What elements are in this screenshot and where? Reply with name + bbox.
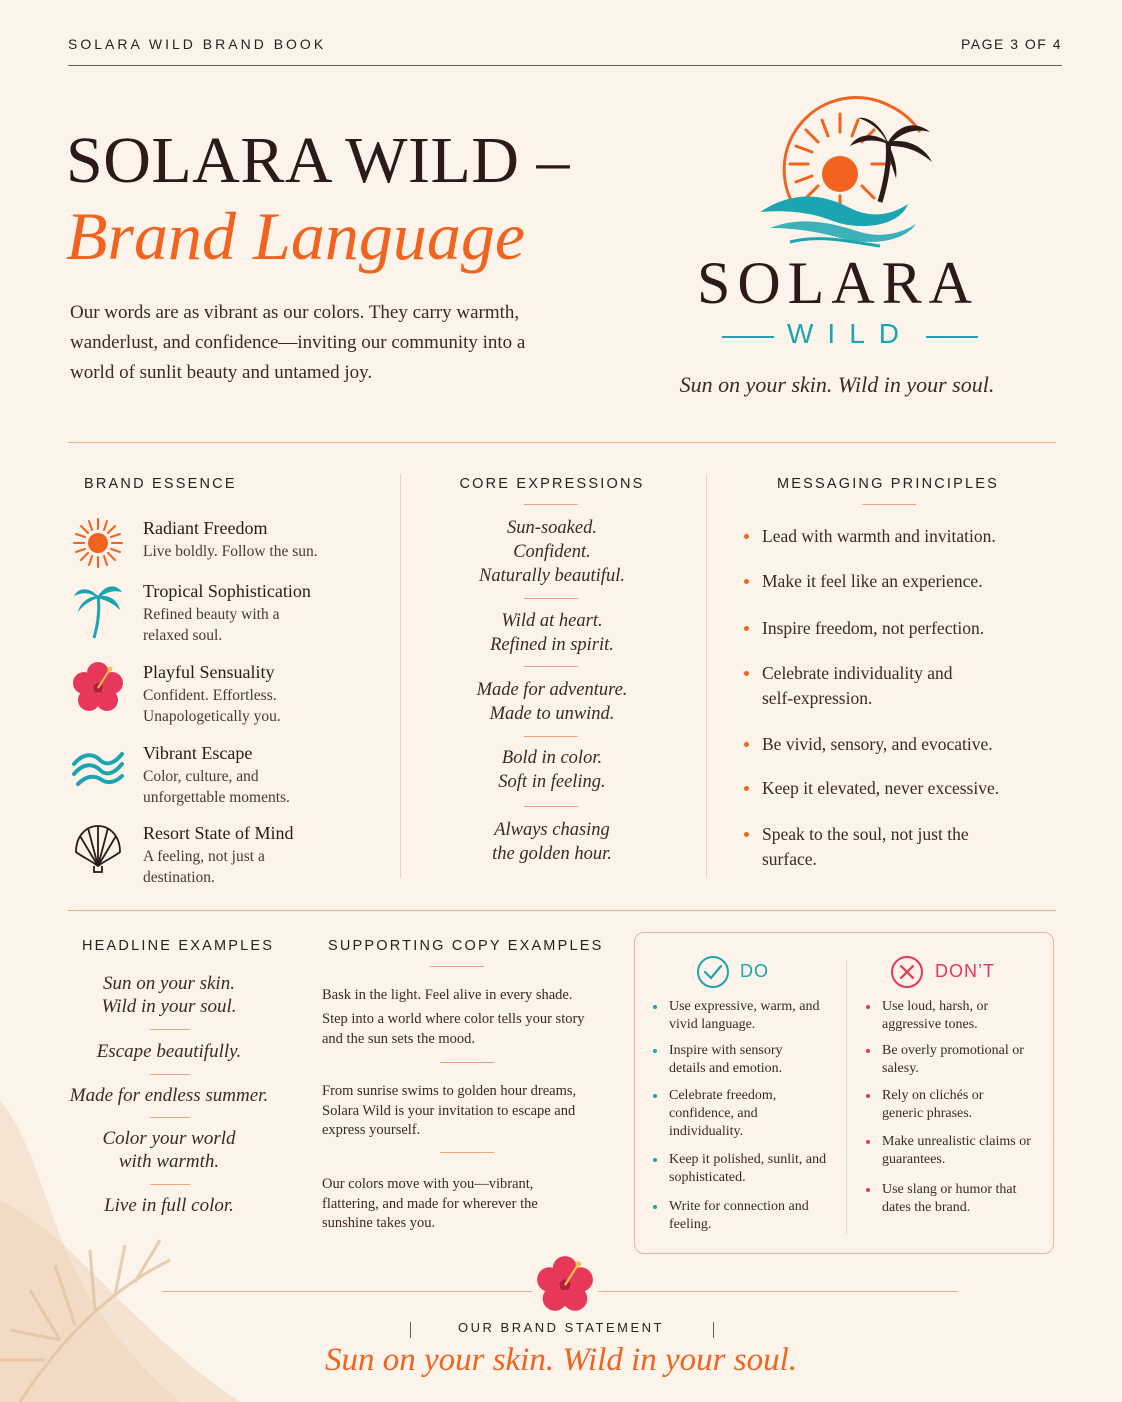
headline-example: [60, 1040, 278, 1063]
supporting-heading-rule: [430, 966, 484, 967]
statement-bar-right: [713, 1322, 714, 1338]
messaging-item: Speak to the soul, not just the surface.: [744, 822, 984, 872]
section-divider-2: [68, 910, 1056, 911]
dont-heading: DON’T: [935, 961, 995, 981]
core-rule: [524, 736, 578, 737]
core-expression-2: [410, 609, 694, 657]
brand-book-label: SOLARA WILD BRAND BOOK: [68, 36, 327, 52]
logo-subword: WILD: [787, 318, 913, 349]
supporting-copy: From sunrise swims to golden hour dreams, Solara Wild is your invitation to escape and express yourself.: [322, 1083, 577, 1138]
core-line: Naturally beautiful.: [479, 566, 625, 586]
headline-rule: [150, 1184, 190, 1185]
headline-example: [60, 1194, 278, 1217]
supporting-copy: Step into a world where color tells your story and the sun sets the mood.: [322, 1011, 585, 1047]
do-item: Keep it polished, sunlit, and sophisticated.: [653, 1151, 833, 1187]
page-title: SOLARA WILD –: [66, 124, 570, 197]
do-item: Inspire with sensory details and emotion.: [653, 1042, 813, 1078]
headline-rule: [150, 1074, 190, 1075]
essence-item-resort-state: [72, 822, 392, 886]
core-rule: [524, 806, 578, 807]
messaging-principles-heading: MESSAGING PRINCIPLES: [776, 476, 1000, 492]
messaging-item: Be vivid, sensory, and evocative.: [744, 732, 1044, 757]
messaging-item: Lead with warmth and invitation.: [744, 524, 1044, 549]
core-line: Confident.: [513, 542, 591, 562]
headline-rule: [150, 1029, 190, 1030]
headline-example: [60, 972, 278, 1018]
essence-title: Resort State of Mind: [143, 823, 294, 843]
headline-line: Made for endless summer.: [69, 1085, 269, 1106]
page-number: PAGE 3 OF 4: [960, 36, 1062, 52]
do-item: Celebrate freedom, confidence, and individuality.: [653, 1087, 813, 1141]
headline-line: Sun on your skin.: [103, 973, 235, 994]
do-heading: DO: [740, 961, 769, 981]
messaging-heading-rule: [862, 504, 916, 505]
essence-desc: Confident. Effortless. Unapologetically you.: [143, 687, 281, 725]
x-circle-icon: [890, 955, 924, 989]
seashell-icon: [72, 822, 124, 874]
essence-desc: A feeling, not just a destination.: [143, 848, 265, 886]
headline-line: Escape beautifully.: [96, 1041, 242, 1062]
column-divider-2: [706, 474, 707, 878]
headline-line: Wild in your soul.: [101, 996, 237, 1017]
dont-item: Use slang or humor that dates the brand.: [866, 1181, 1026, 1217]
supporting-copy: Our colors move with you—vibrant, flattering, and made for wherever the sunshine takes you.: [322, 1176, 538, 1231]
essence-desc: Color, culture, and unforgettable moments.: [143, 768, 290, 806]
core-line: Wild at heart.: [501, 611, 603, 631]
core-heading-rule: [524, 504, 578, 505]
column-divider-1: [400, 474, 401, 878]
do-dont-divider: [846, 960, 847, 1234]
core-line: Bold in color.: [501, 748, 603, 768]
palm-tree-icon: [72, 580, 124, 640]
core-line: Made for adventure.: [476, 680, 628, 700]
checkmark-circle-icon: [696, 955, 730, 989]
supporting-rule: [440, 1152, 494, 1153]
core-line: Always chasing: [494, 820, 610, 840]
header-divider: [68, 65, 1062, 66]
core-expression-5: [410, 818, 694, 866]
supporting-rule: [440, 1062, 494, 1063]
essence-desc: Live boldly. Follow the sun.: [143, 543, 318, 560]
dont-item: Use loud, harsh, or aggressive tones.: [866, 998, 1036, 1034]
core-line: the golden hour.: [492, 844, 612, 864]
do-item: Use expressive, warm, and vivid language.: [653, 998, 833, 1034]
messaging-item: Make it feel like an experience.: [744, 569, 1044, 594]
do-item: Write for connection and feeling.: [653, 1198, 813, 1234]
brand-statement: Sun on your skin. Wild in your soul.: [324, 1342, 798, 1378]
messaging-item: Celebrate individuality and self-expression.: [744, 661, 964, 711]
essence-item-vibrant-escape: [72, 742, 392, 806]
messaging-item: Inspire freedom, not perfection.: [744, 616, 1044, 641]
dont-item: Make unrealistic claims or guarantees.: [866, 1133, 1046, 1169]
hibiscus-icon: [536, 1255, 594, 1313]
essence-item-radiant-freedom: [72, 517, 392, 567]
core-line: Soft in feeling.: [498, 772, 606, 792]
dont-item: Rely on clichés or generic phrases.: [866, 1087, 1026, 1123]
core-rule: [524, 598, 578, 599]
essence-item-playful-sensuality: [72, 661, 392, 725]
section-divider-1: [68, 442, 1056, 443]
essence-title: Tropical Sophistication: [143, 581, 311, 601]
core-expression-3: [410, 678, 694, 726]
headline-example: [60, 1084, 278, 1107]
footer-rule-left: [162, 1291, 532, 1292]
headline-line: Live in full color.: [104, 1195, 234, 1216]
headline-line: with warmth.: [118, 1151, 220, 1172]
brand-essence-heading: BRAND ESSENCE: [84, 476, 237, 492]
essence-item-tropical-sophistication: [72, 580, 392, 644]
brand-statement-heading: OUR BRAND STATEMENT: [458, 1320, 664, 1335]
footer-rule-right: [598, 1291, 958, 1292]
headline-example: [60, 1127, 278, 1173]
core-line: Refined in spirit.: [490, 635, 614, 655]
logo-tagline: Sun on your skin. Wild in your soul.: [679, 372, 995, 397]
logo-wordmark: SOLARA: [696, 250, 980, 316]
logo-emblem-icon: [740, 92, 950, 252]
core-line: Sun-soaked.: [507, 518, 597, 538]
logo-line-right: [926, 336, 978, 338]
headline-examples-heading: HEADLINE EXAMPLES: [82, 938, 275, 954]
core-expression-1: [410, 516, 694, 588]
core-rule: [524, 666, 578, 667]
wave-icon: [72, 742, 124, 794]
essence-title: Playful Sensuality: [143, 662, 275, 682]
page-subtitle: Brand Language: [66, 198, 525, 274]
hibiscus-icon: [72, 661, 124, 713]
core-expression-4: [410, 746, 694, 794]
essence-title: Radiant Freedom: [143, 518, 268, 538]
sun-icon: [72, 517, 124, 569]
core-expressions-heading: CORE EXPRESSIONS: [459, 476, 645, 492]
essence-desc: Refined beauty with a relaxed soul.: [143, 606, 280, 644]
supporting-copy-heading: SUPPORTING COPY EXAMPLES: [328, 938, 604, 954]
essence-title: Vibrant Escape: [143, 743, 253, 763]
supporting-copy: Bask in the light. Feel alive in every shade.: [322, 987, 573, 1003]
headline-line: Color your world: [102, 1128, 236, 1149]
intro-paragraph: Our words are as vibrant as our colors. They carry warmth, wanderlust, and confidence—inviting our community into a world of sunlit beauty and untamed joy.: [70, 302, 526, 383]
dont-item: Be overly promotional or salesy.: [866, 1042, 1036, 1078]
messaging-item: Keep it elevated, never excessive.: [744, 776, 1044, 801]
core-line: Made to unwind.: [489, 704, 615, 724]
headline-rule: [150, 1117, 190, 1118]
